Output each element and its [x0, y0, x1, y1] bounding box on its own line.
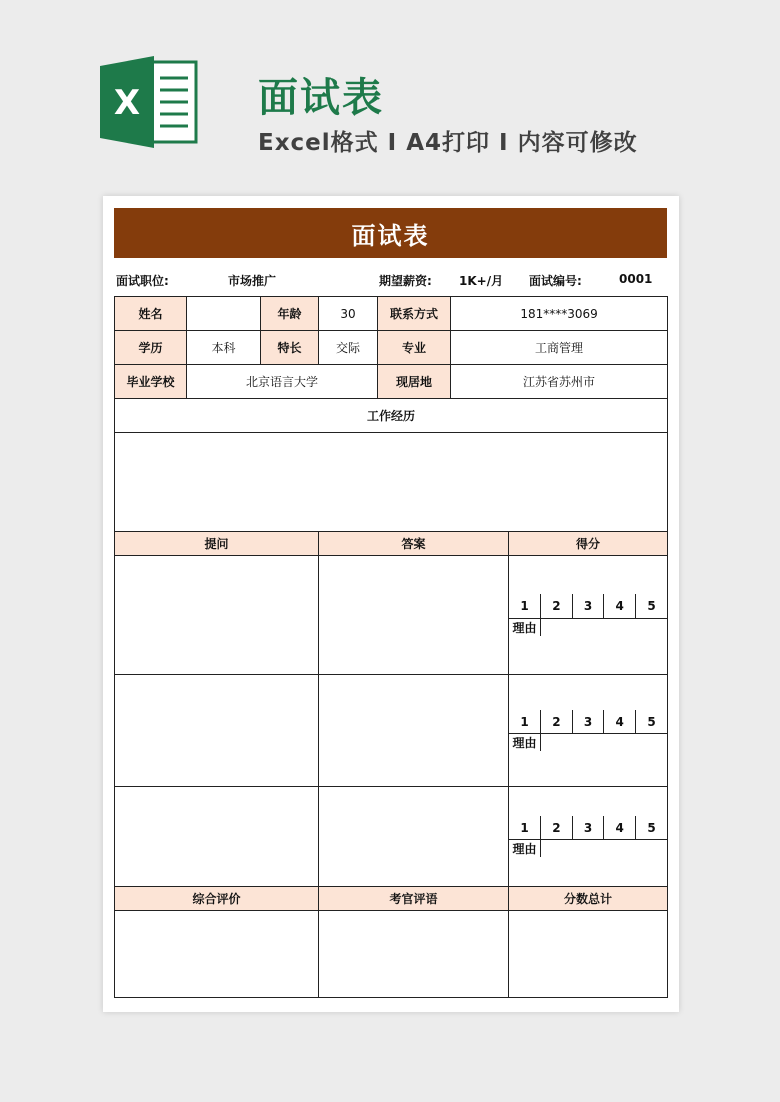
answer-header: 答案 [319, 532, 509, 556]
answer-3-field[interactable] [319, 787, 509, 887]
question-header: 提问 [115, 532, 319, 556]
position-label: 面试职位: [116, 274, 169, 288]
salary-value[interactable]: 1K+/月 [459, 274, 504, 288]
score-option-5[interactable]: 5 [635, 710, 667, 734]
examiner-comment-header: 考官评语 [319, 887, 509, 911]
age-field[interactable]: 30 [319, 297, 378, 331]
score-option-2[interactable]: 2 [541, 816, 573, 840]
school-label: 毕业学校 [115, 365, 187, 399]
education-label: 学历 [115, 331, 187, 365]
residence-label: 现居地 [378, 365, 451, 399]
age-label: 年龄 [261, 297, 319, 331]
total-score-field[interactable] [509, 911, 668, 998]
score-block-3 [509, 787, 668, 887]
contact-label: 联系方式 [378, 297, 451, 331]
score-option-5[interactable]: 5 [635, 816, 667, 840]
education-field[interactable]: 本科 [187, 331, 261, 365]
page-subtitle: Excel格式 I A4打印 I 内容可修改 [258, 130, 638, 156]
salary-label: 期望薪资: [379, 274, 432, 288]
number-label: 面试编号: [529, 274, 582, 288]
document-sheet [103, 196, 679, 1012]
score-option-1[interactable]: 1 [509, 816, 541, 840]
question-2-field[interactable] [115, 675, 319, 787]
info-row [114, 268, 667, 290]
overall-evaluation-header: 综合评价 [115, 887, 319, 911]
score-option-4[interactable]: 4 [604, 710, 636, 734]
logo-letter: X [113, 83, 141, 123]
reason-field[interactable] [541, 840, 667, 858]
contact-field[interactable]: 181****3069 [451, 297, 668, 331]
question-3-field[interactable] [115, 787, 319, 887]
position-value[interactable]: 市场推广 [228, 274, 277, 288]
residence-field[interactable]: 江苏省苏州市 [451, 365, 668, 399]
skill-field[interactable]: 交际 [319, 331, 378, 365]
major-label: 专业 [378, 331, 451, 365]
score-option-4[interactable]: 4 [604, 816, 636, 840]
score-option-3[interactable]: 3 [572, 710, 604, 734]
overall-evaluation-field[interactable] [115, 911, 319, 998]
name-field[interactable] [187, 297, 261, 331]
reason-label: 理由 [509, 734, 541, 752]
work-history-heading: 工作经历 [115, 399, 668, 433]
interview-form-table [114, 296, 668, 998]
score-option-5[interactable]: 5 [635, 594, 667, 618]
major-field[interactable]: 工商管理 [451, 331, 668, 365]
work-history-field[interactable] [115, 433, 668, 532]
answer-1-field[interactable] [319, 556, 509, 675]
reason-label: 理由 [509, 618, 541, 636]
page-title: 面试表 [258, 75, 384, 121]
score-option-2[interactable]: 2 [541, 710, 573, 734]
score-option-1[interactable]: 1 [509, 594, 541, 618]
score-option-1[interactable]: 1 [509, 710, 541, 734]
name-label: 姓名 [115, 297, 187, 331]
examiner-comment-field[interactable] [319, 911, 509, 998]
total-score-header: 分数总计 [509, 887, 668, 911]
number-value[interactable]: 0001 [619, 272, 653, 286]
answer-2-field[interactable] [319, 675, 509, 787]
score-option-3[interactable]: 3 [572, 816, 604, 840]
form-banner: 面试表 [114, 208, 667, 258]
score-option-3[interactable]: 3 [572, 594, 604, 618]
score-option-2[interactable]: 2 [541, 594, 573, 618]
score-header: 得分 [509, 532, 668, 556]
reason-label: 理由 [509, 840, 541, 858]
score-option-4[interactable]: 4 [604, 594, 636, 618]
reason-field[interactable] [541, 618, 667, 636]
skill-label: 特长 [261, 331, 319, 365]
school-field[interactable]: 北京语言大学 [187, 365, 378, 399]
question-1-field[interactable] [115, 556, 319, 675]
reason-field[interactable] [541, 734, 667, 752]
excel-icon [100, 56, 200, 148]
score-block-2 [509, 675, 668, 787]
score-block-1 [509, 556, 668, 675]
